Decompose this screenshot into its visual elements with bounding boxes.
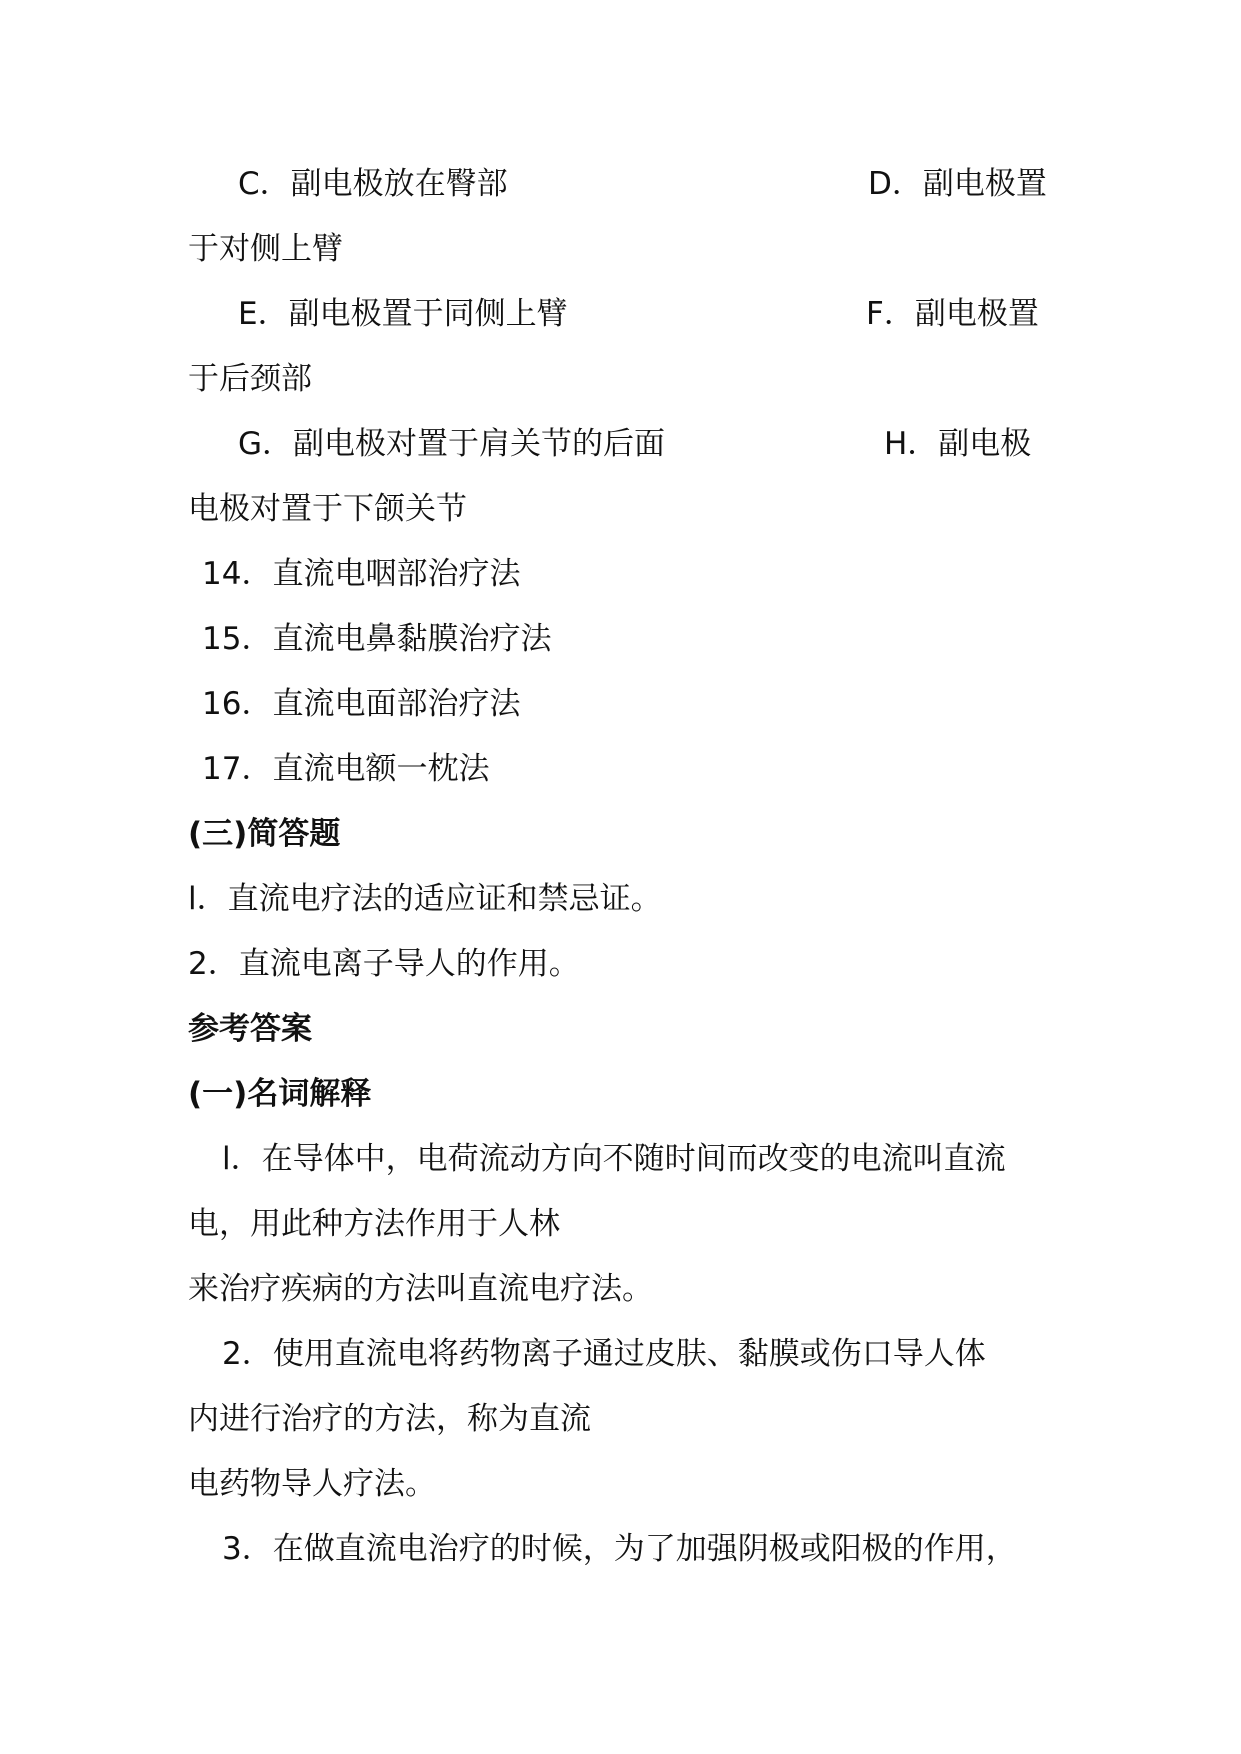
option-h: H．副电极 <box>884 426 1032 462</box>
option-d: D．副电极置 <box>868 166 1047 202</box>
answer-1-line-1: l．在导体中，电荷流动方向不随时间而改变的电流叫直流 <box>222 1141 1006 1177</box>
answers-heading: 参考答案 <box>188 1011 312 1047</box>
section-heading-short-answer: (三)简答题 <box>188 816 341 852</box>
option-c: C．副电极放在臀部 <box>238 166 508 202</box>
section-heading-definitions: (一)名词解释 <box>188 1076 372 1112</box>
question-2: 2．直流电离子导人的作用。 <box>188 946 580 982</box>
term-14: 14．直流电咽部治疗法 <box>202 556 521 592</box>
option-f: F．副电极置 <box>866 296 1039 332</box>
option-g: G．副电极对置于肩关节的后面 <box>238 426 666 462</box>
option-d-cont: 于对侧上臂 <box>188 231 343 267</box>
answer-2-line-2: 内进行治疗的方法，称为直流 <box>188 1401 591 1437</box>
answer-1-line-3: 来治疗疾病的方法叫直流电疗法。 <box>188 1271 653 1307</box>
term-17: 17．直流电额一枕法 <box>202 751 490 787</box>
option-f-cont: 于后颈部 <box>188 361 312 397</box>
answer-2-line-1: 2．使用直流电将药物离子通过皮肤、黏膜或伤口导人体 <box>222 1336 986 1372</box>
answer-1-line-2: 电，用此种方法作用于人林 <box>188 1206 560 1242</box>
term-15: 15．直流电鼻黏膜治疗法 <box>202 621 552 657</box>
option-h-cont: 电极对置于下颌关节 <box>188 491 467 527</box>
answer-3-line-1: 3．在做直流电治疗的时候，为了加强阴极或阳极的作用， <box>222 1531 1017 1567</box>
answer-2-line-3: 电药物导人疗法。 <box>188 1466 436 1502</box>
question-1: l．直流电疗法的适应证和禁忌证。 <box>188 881 662 917</box>
term-16: 16．直流电面部治疗法 <box>202 686 521 722</box>
option-e: E．副电极置于同侧上臂 <box>238 296 568 332</box>
